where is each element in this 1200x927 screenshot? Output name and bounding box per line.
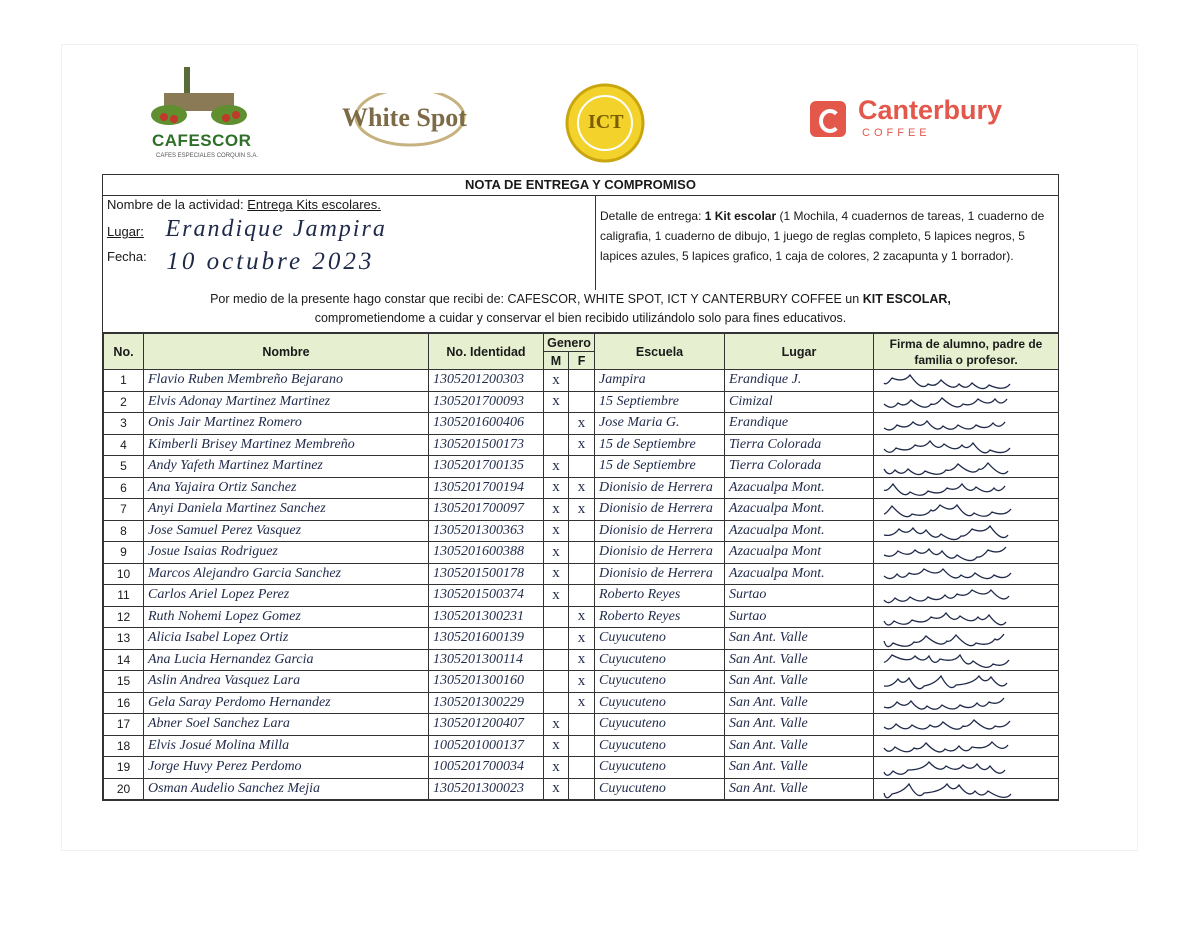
row-genero-m: x <box>544 520 569 542</box>
row-no: 6 <box>104 477 144 499</box>
row-genero-m: x <box>544 714 569 736</box>
row-genero-f <box>569 520 595 542</box>
row-no: 5 <box>104 456 144 478</box>
row-genero-m: x <box>544 370 569 392</box>
row-genero-f <box>569 542 595 564</box>
row-lugar: San Ant. Valle <box>725 649 874 671</box>
row-identidad: 1305201500178 <box>429 563 544 585</box>
row-escuela: Cuyucuteno <box>595 692 725 714</box>
fecha-value: 10 octubre 2023 <box>166 248 375 275</box>
row-no: 17 <box>104 714 144 736</box>
row-escuela: Cuyucuteno <box>595 628 725 650</box>
header-m: M <box>544 352 569 370</box>
row-lugar: Azacualpa Mont. <box>725 563 874 585</box>
row-no: 19 <box>104 757 144 779</box>
row-genero-f: x <box>569 434 595 456</box>
handwritten-signature <box>874 628 1054 648</box>
activity-label: Nombre de la actividad: <box>107 197 244 212</box>
ict-logo <box>562 83 648 163</box>
table-row <box>104 778 1059 800</box>
row-lugar: San Ant. Valle <box>725 757 874 779</box>
handwritten-signature <box>874 714 1054 734</box>
row-nombre: Jose Samuel Perez Vasquez <box>144 520 429 542</box>
handwritten-signature <box>874 736 1054 756</box>
row-signature <box>874 542 1059 564</box>
row-lugar: Surtao <box>725 585 874 607</box>
row-genero-f: x <box>569 477 595 499</box>
handwritten-signature <box>874 456 1054 476</box>
row-genero-m: x <box>544 757 569 779</box>
row-signature <box>874 735 1059 757</box>
table-row <box>104 692 1059 714</box>
handwritten-signature <box>874 392 1054 412</box>
handwritten-signature <box>874 757 1054 777</box>
row-nombre: Elvis Josué Molina Milla <box>144 735 429 757</box>
row-escuela: Dionisio de Herrera <box>595 477 725 499</box>
row-no: 12 <box>104 606 144 628</box>
row-signature <box>874 757 1059 779</box>
handwritten-signature <box>874 671 1054 691</box>
row-identidad: 1305201700093 <box>429 391 544 413</box>
row-nombre: Alicia Isabel Lopez Ortiz <box>144 628 429 650</box>
row-genero-f: x <box>569 628 595 650</box>
handwritten-signature <box>874 542 1054 562</box>
fecha-label: Fecha: <box>107 249 147 264</box>
row-genero-f <box>569 585 595 607</box>
header-lugar: Lugar <box>725 334 874 370</box>
row-signature <box>874 563 1059 585</box>
row-escuela: Dionisio de Herrera <box>595 499 725 521</box>
fecha-row <box>107 240 375 275</box>
row-lugar: San Ant. Valle <box>725 671 874 693</box>
row-genero-m: x <box>544 542 569 564</box>
table-row <box>104 434 1059 456</box>
row-no: 10 <box>104 563 144 585</box>
row-identidad: 1305201300363 <box>429 520 544 542</box>
row-escuela: Dionisio de Herrera <box>595 542 725 564</box>
cafescor-logo <box>144 63 264 163</box>
row-identidad: 1305201700097 <box>429 499 544 521</box>
row-no: 11 <box>104 585 144 607</box>
row-no: 13 <box>104 628 144 650</box>
row-genero-m: x <box>544 563 569 585</box>
handwritten-signature <box>874 478 1054 498</box>
row-genero-f: x <box>569 413 595 435</box>
row-lugar: San Ant. Valle <box>725 628 874 650</box>
row-escuela: Cuyucuteno <box>595 757 725 779</box>
row-no: 2 <box>104 391 144 413</box>
row-escuela: Roberto Reyes <box>595 585 725 607</box>
table-row <box>104 585 1059 607</box>
row-escuela: Dionisio de Herrera <box>595 563 725 585</box>
row-genero-f <box>569 735 595 757</box>
row-escuela: Cuyucuteno <box>595 735 725 757</box>
table-row <box>104 757 1059 779</box>
row-signature <box>874 477 1059 499</box>
handwritten-signature <box>874 499 1054 519</box>
header-nombre: Nombre <box>144 334 429 370</box>
row-identidad: 1305201600388 <box>429 542 544 564</box>
row-signature <box>874 391 1059 413</box>
row-genero-f <box>569 714 595 736</box>
row-genero-m: x <box>544 499 569 521</box>
row-no: 8 <box>104 520 144 542</box>
row-genero-m <box>544 606 569 628</box>
header-f: F <box>569 352 595 370</box>
coffee-plant-icon <box>144 63 254 133</box>
table-row <box>104 391 1059 413</box>
lugar-label: Lugar: <box>107 224 144 239</box>
row-genero-f <box>569 391 595 413</box>
row-genero-f <box>569 563 595 585</box>
row-signature <box>874 778 1059 800</box>
row-signature <box>874 413 1059 435</box>
row-no: 15 <box>104 671 144 693</box>
canterbury-sub: COFFEE <box>862 127 931 139</box>
sponsor-logos <box>62 55 1137 165</box>
row-lugar: Erandique J. <box>725 370 874 392</box>
row-nombre: Kimberli Brisey Martinez Membreño <box>144 434 429 456</box>
row-genero-m <box>544 413 569 435</box>
row-escuela: Dionisio de Herrera <box>595 520 725 542</box>
recipients-body <box>104 370 1059 800</box>
row-genero-m <box>544 649 569 671</box>
row-identidad: 1305201300231 <box>429 606 544 628</box>
activity-value: Entrega Kits escolares. <box>247 197 381 212</box>
row-identidad: 1305201600139 <box>429 628 544 650</box>
handwritten-signature <box>874 650 1054 670</box>
row-nombre: Anyi Daniela Martinez Sanchez <box>144 499 429 521</box>
declaration-line-2: comprometiendome a cuidar y conservar el bien recibido utilizándolo solo para fines educativos. <box>314 311 847 325</box>
handwritten-signature <box>874 585 1054 605</box>
row-nombre: Osman Audelio Sanchez Mejia <box>144 778 429 800</box>
row-no: 18 <box>104 735 144 757</box>
row-lugar: San Ant. Valle <box>725 778 874 800</box>
row-no: 14 <box>104 649 144 671</box>
row-identidad: 1005201700034 <box>429 757 544 779</box>
row-identidad: 1305201300229 <box>429 692 544 714</box>
table-row <box>104 542 1059 564</box>
row-identidad: 1305201200303 <box>429 370 544 392</box>
row-signature <box>874 520 1059 542</box>
row-nombre: Josue Isaias Rodriguez <box>144 542 429 564</box>
table-row <box>104 649 1059 671</box>
handwritten-signature <box>874 370 1054 390</box>
row-escuela: Cuyucuteno <box>595 714 725 736</box>
row-lugar: Tierra Colorada <box>725 456 874 478</box>
row-signature <box>874 499 1059 521</box>
row-signature <box>874 649 1059 671</box>
row-identidad: 1305201500173 <box>429 434 544 456</box>
row-genero-f <box>569 456 595 478</box>
row-lugar: San Ant. Valle <box>725 714 874 736</box>
handwritten-signature <box>874 779 1054 799</box>
row-signature <box>874 606 1059 628</box>
row-genero-m: x <box>544 585 569 607</box>
row-genero-f <box>569 778 595 800</box>
row-nombre: Carlos Ariel Lopez Perez <box>144 585 429 607</box>
row-no: 1 <box>104 370 144 392</box>
row-escuela: 15 de Septiembre <box>595 434 725 456</box>
handwritten-signature <box>874 435 1054 455</box>
row-genero-f: x <box>569 499 595 521</box>
row-lugar: Surtao <box>725 606 874 628</box>
row-identidad: 1305201300114 <box>429 649 544 671</box>
declaration-kit: KIT ESCOLAR, <box>862 292 951 306</box>
row-no: 16 <box>104 692 144 714</box>
row-signature <box>874 434 1059 456</box>
row-signature <box>874 585 1059 607</box>
form-header <box>103 196 1058 290</box>
row-nombre: Andy Yafeth Martinez Martinez <box>144 456 429 478</box>
lugar-value: Erandique Jampira <box>165 216 387 242</box>
table-row <box>104 628 1059 650</box>
row-genero-f: x <box>569 692 595 714</box>
header-identidad: No. Identidad <box>429 334 544 370</box>
lugar-row <box>107 216 387 243</box>
row-lugar: San Ant. Valle <box>725 692 874 714</box>
row-genero-m: x <box>544 391 569 413</box>
row-nombre: Gela Saray Perdomo Hernandez <box>144 692 429 714</box>
row-no: 3 <box>104 413 144 435</box>
row-genero-m: x <box>544 735 569 757</box>
row-signature <box>874 692 1059 714</box>
row-escuela: Cuyucuteno <box>595 778 725 800</box>
row-nombre: Abner Soel Sanchez Lara <box>144 714 429 736</box>
row-lugar: San Ant. Valle <box>725 735 874 757</box>
declaration <box>103 290 1058 333</box>
row-nombre: Flavio Ruben Membreño Bejarano <box>144 370 429 392</box>
row-escuela: Roberto Reyes <box>595 606 725 628</box>
row-identidad: 1305201300160 <box>429 671 544 693</box>
row-identidad: 1305201700194 <box>429 477 544 499</box>
header-genero: Genero <box>544 334 595 352</box>
row-escuela: 15 de Septiembre <box>595 456 725 478</box>
declaration-line-1: Por medio de la presente hago constar que recibi de: CAFESCOR, WHITE SPOT, ICT Y CANTERBURY COFFEE un <box>210 292 860 306</box>
handwritten-signature <box>874 693 1054 713</box>
row-nombre: Marcos Alejandro Garcia Sanchez <box>144 563 429 585</box>
header-no: No. <box>104 334 144 370</box>
ict-name: ICT <box>588 111 624 133</box>
row-genero-m <box>544 628 569 650</box>
handwritten-signature <box>874 607 1054 627</box>
row-signature <box>874 671 1059 693</box>
table-row <box>104 606 1059 628</box>
row-identidad: 1305201500374 <box>429 585 544 607</box>
row-nombre: Elvis Adonay Martinez Martinez <box>144 391 429 413</box>
cafescor-tagline: CAFES ESPECIALES CORQUIN S.A. <box>156 153 259 159</box>
row-lugar: Azacualpa Mont. <box>725 477 874 499</box>
recipients-table <box>103 333 1059 800</box>
row-no: 20 <box>104 778 144 800</box>
handwritten-signature <box>874 413 1054 433</box>
row-genero-f: x <box>569 606 595 628</box>
delivery-form <box>102 174 1059 801</box>
row-identidad: 1305201600406 <box>429 413 544 435</box>
canterbury-c-icon <box>810 101 846 137</box>
row-genero-m: x <box>544 456 569 478</box>
row-nombre: Ruth Nohemi Lopez Gomez <box>144 606 429 628</box>
row-signature <box>874 714 1059 736</box>
activity-row <box>107 197 381 212</box>
row-signature <box>874 370 1059 392</box>
row-identidad: 1005201000137 <box>429 735 544 757</box>
table-row <box>104 735 1059 757</box>
handwritten-signature <box>874 564 1054 584</box>
handwritten-signature <box>874 521 1054 541</box>
row-escuela: Cuyucuteno <box>595 649 725 671</box>
row-genero-m: x <box>544 477 569 499</box>
row-nombre: Jorge Huvy Perez Perdomo <box>144 757 429 779</box>
canterbury-logo <box>810 95 1050 145</box>
table-row <box>104 477 1059 499</box>
row-lugar: Azacualpa Mont. <box>725 520 874 542</box>
row-nombre: Onis Jair Martinez Romero <box>144 413 429 435</box>
row-identidad: 1305201700135 <box>429 456 544 478</box>
row-lugar: Tierra Colorada <box>725 434 874 456</box>
header-escuela: Escuela <box>595 334 725 370</box>
row-escuela: Cuyucuteno <box>595 671 725 693</box>
row-genero-m <box>544 671 569 693</box>
table-row <box>104 520 1059 542</box>
header-firma: Firma de alumno, padre de familia o profesor. <box>874 334 1059 370</box>
row-genero-f: x <box>569 671 595 693</box>
row-genero-m: x <box>544 778 569 800</box>
row-signature <box>874 456 1059 478</box>
table-row <box>104 671 1059 693</box>
table-row <box>104 413 1059 435</box>
detalle-kit: 1 Kit escolar <box>704 209 777 223</box>
delivery-detail <box>600 206 1055 266</box>
row-lugar: Azacualpa Mont. <box>725 499 874 521</box>
row-no: 4 <box>104 434 144 456</box>
row-lugar: Erandique <box>725 413 874 435</box>
row-identidad: 1305201200407 <box>429 714 544 736</box>
row-genero-m <box>544 692 569 714</box>
table-row <box>104 499 1059 521</box>
row-lugar: Azacualpa Mont <box>725 542 874 564</box>
row-escuela: 15 Septiembre <box>595 391 725 413</box>
table-row <box>104 563 1059 585</box>
row-escuela: Jose Maria G. <box>595 413 725 435</box>
row-signature <box>874 628 1059 650</box>
table-row <box>104 714 1059 736</box>
detalle-prefix: Detalle de entrega: <box>600 209 702 223</box>
row-genero-f: x <box>569 649 595 671</box>
cafescor-name: CAFESCOR <box>152 131 252 150</box>
whitespot-name: White Spot <box>342 103 467 132</box>
row-no: 9 <box>104 542 144 564</box>
form-title: NOTA DE ENTREGA Y COMPROMISO <box>103 175 1058 196</box>
row-lugar: Cimizal <box>725 391 874 413</box>
table-row <box>104 370 1059 392</box>
row-escuela: Jampira <box>595 370 725 392</box>
whitespot-logo <box>338 93 488 153</box>
table-row <box>104 456 1059 478</box>
row-genero-m <box>544 434 569 456</box>
row-nombre: Ana Lucia Hernandez Garcia <box>144 649 429 671</box>
row-identidad: 1305201300023 <box>429 778 544 800</box>
row-no: 7 <box>104 499 144 521</box>
activity-info <box>103 196 596 290</box>
row-genero-f <box>569 370 595 392</box>
row-nombre: Ana Yajaira Ortiz Sanchez <box>144 477 429 499</box>
row-genero-f <box>569 757 595 779</box>
canterbury-name: Canterbury <box>858 95 1003 125</box>
row-nombre: Aslin Andrea Vasquez Lara <box>144 671 429 693</box>
detalle-items: (1 Mochila, 4 cuadernos de tareas, 1 cuaderno de caligrafia, 1 cuaderno de dibujo, 1 juego de reglas completo, 5 lapices negros, 5 lapices azules, 5 lapices grafico, 1 caja de colores, 2 zacapunta y 1 borrador). <box>600 209 1045 263</box>
